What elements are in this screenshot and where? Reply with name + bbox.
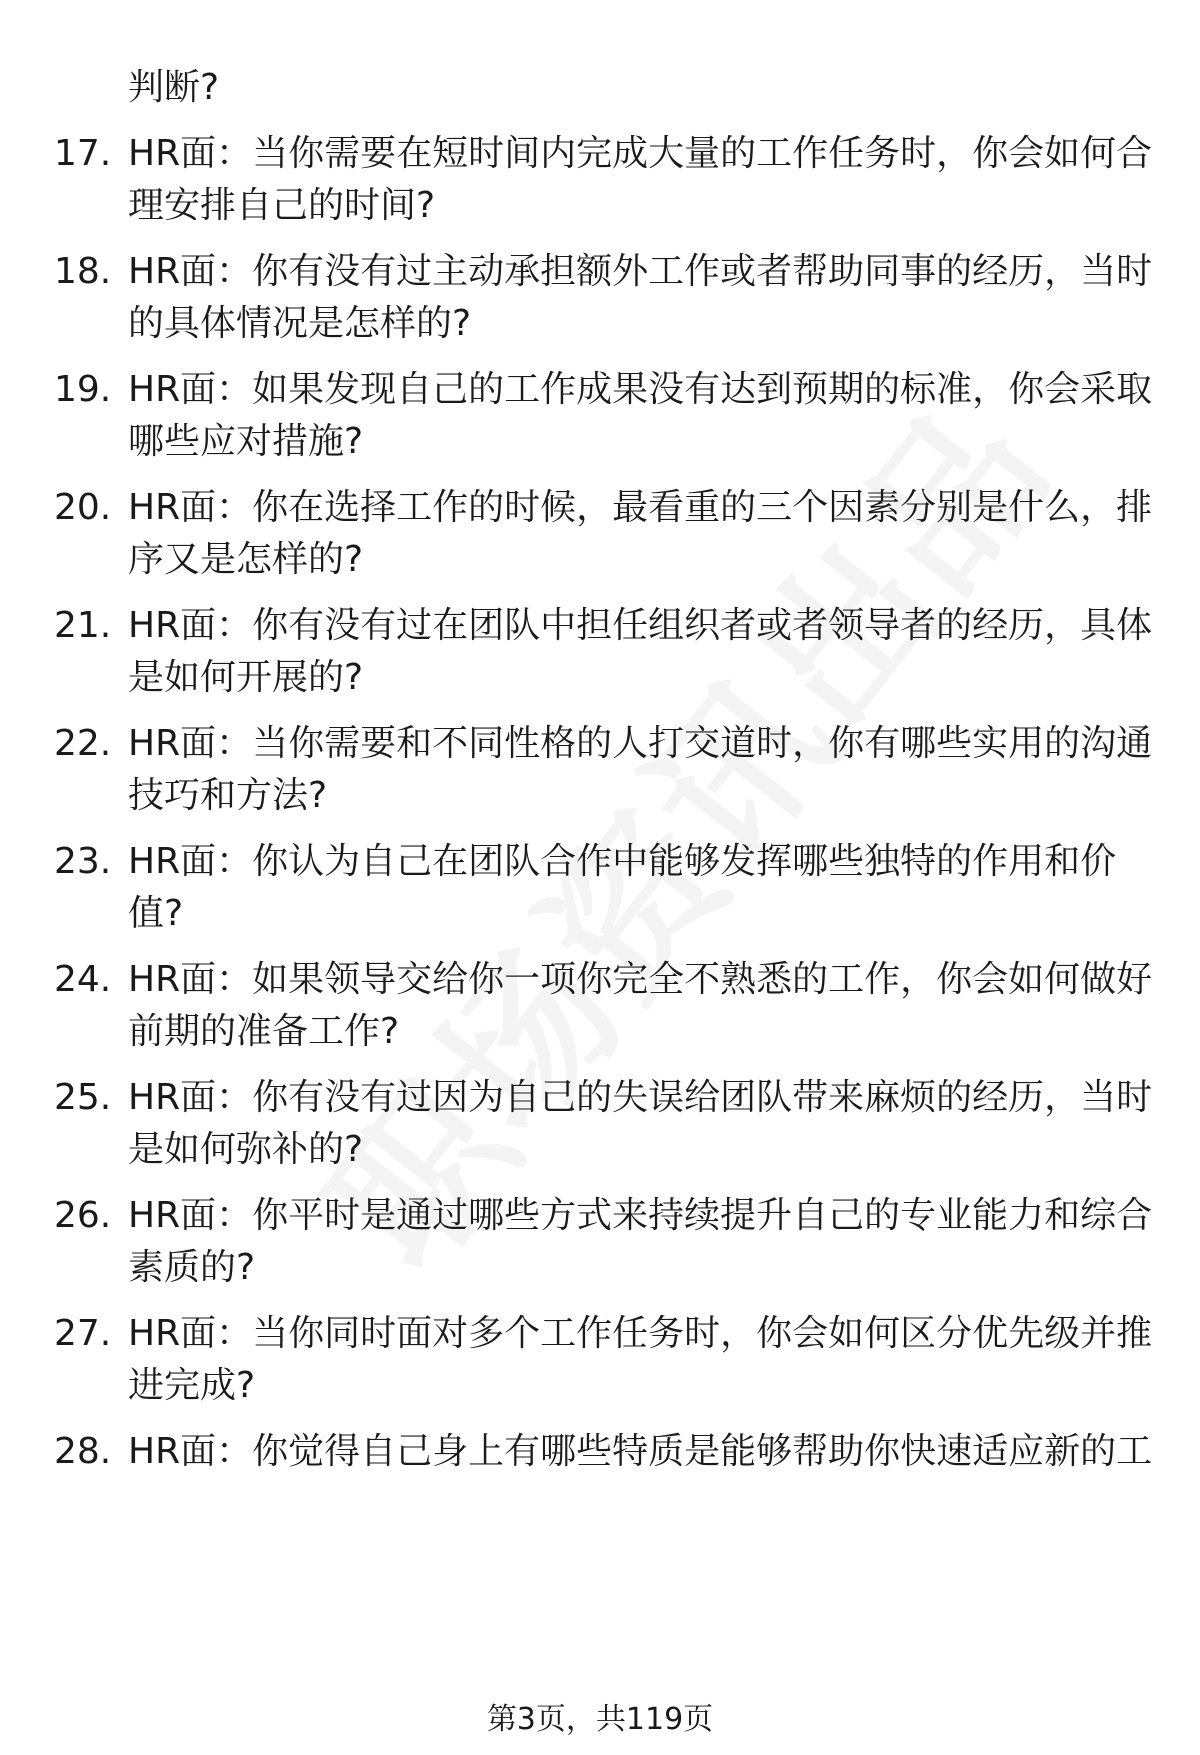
question-number: 17.: [54, 133, 112, 174]
question-text: HR面：如果发现自己的工作成果没有达到预期的标准，你会采取哪些应对措施?: [128, 369, 1153, 462]
question-text: HR面：你有没有过主动承担额外工作或者帮助同事的经历，当时的具体情况是怎样的?: [128, 251, 1153, 344]
question-text: HR面：你有没有过因为自己的失误给团队带来麻烦的经历，当时是如何弥补的?: [128, 1077, 1153, 1170]
page-footer: 第3页，共119页: [486, 1702, 714, 1737]
question-number: 27.: [54, 1313, 112, 1354]
question-number: 25.: [54, 1077, 112, 1118]
question-number: 28.: [54, 1431, 112, 1472]
question-number: 22.: [54, 723, 112, 764]
question-number: 19.: [54, 369, 112, 410]
question-number: 26.: [54, 1195, 112, 1236]
question-number: 23.: [54, 841, 112, 882]
continuation-text: 判断?: [128, 67, 220, 108]
question-text: HR面：当你同时面对多个工作任务时，你会如何区分优先级并推进完成?: [128, 1313, 1153, 1406]
question-text: HR面：你平时是通过哪些方式来持续提升自己的专业能力和综合素质的?: [128, 1195, 1153, 1288]
question-text: HR面：你认为自己在团队合作中能够发挥哪些独特的作用和价值?: [128, 841, 1117, 934]
question-text: HR面：你有没有过在团队中担任组织者或者领导者的经历，具体是如何开展的?: [128, 605, 1153, 698]
question-number: 18.: [54, 251, 112, 292]
question-text: HR面：你在选择工作的时候，最看重的三个因素分别是什么，排序又是怎样的?: [128, 487, 1153, 580]
question-number: 21.: [54, 605, 112, 646]
question-text: HR面：如果领导交给你一项你完全不熟悉的工作，你会如何做好前期的准备工作?: [128, 959, 1153, 1052]
question-text: HR面：当你需要在短时间内完成大量的工作任务时，你会如何合理安排自己的时间?: [128, 133, 1153, 226]
question-text: HR面：你觉得自己身上有哪些特质是能够帮助你快速适应新的工: [128, 1431, 1153, 1472]
question-number: 24.: [54, 959, 112, 1000]
question-number: 20.: [54, 487, 112, 528]
question-text: HR面：当你需要和不同性格的人打交道时，你有哪些实用的沟通技巧和方法?: [128, 723, 1153, 816]
